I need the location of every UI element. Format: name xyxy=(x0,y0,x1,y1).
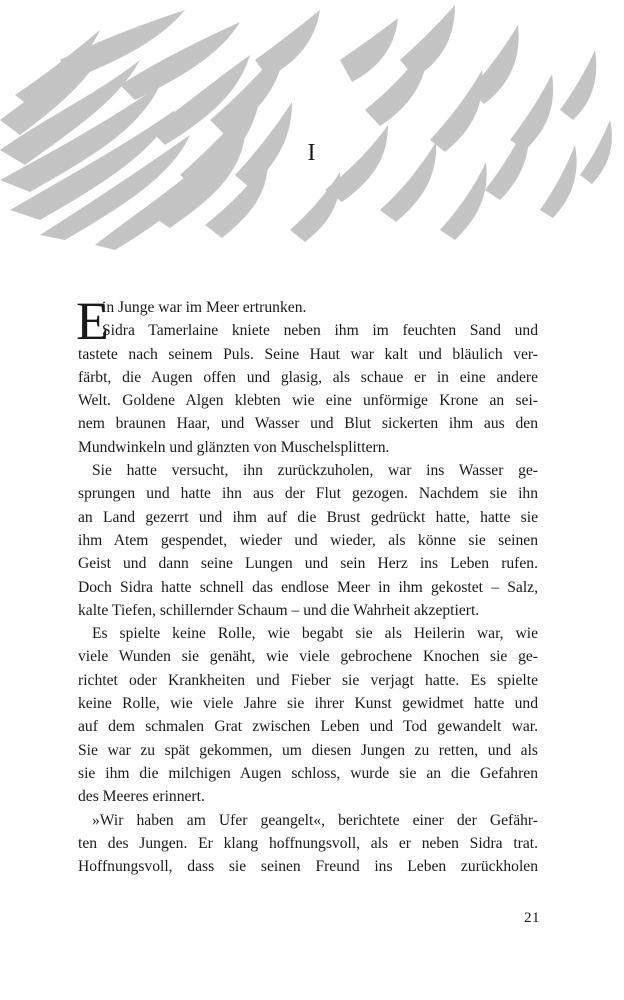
text-line: an Land gezerrt und ihm auf die Brust gedrückt hatte, hatte sie xyxy=(78,508,538,526)
body-text xyxy=(76,291,538,878)
flame-ornament xyxy=(0,0,624,270)
drop-cap: E xyxy=(76,291,109,351)
chapter-number: I xyxy=(307,140,317,166)
text-line: Sidra Tamerlaine kniete neben ihm im feuchten Sand und xyxy=(102,322,538,340)
text-line: Mundwinkeln und glänzten von Muschelsplittern. xyxy=(78,438,390,456)
text-line: Doch Sidra hatte schnell das endlose Meer in ihm gekostet – Salz, xyxy=(78,578,538,596)
text-line: tastete nach seinem Puls. Seine Haut war kalt und bläulich ver- xyxy=(78,345,538,363)
text-line: kalte Tiefen, schillernder Schaum – und die Wahrheit akzeptiert. xyxy=(78,601,480,619)
text-line: richtet oder Krankheiten und Fieber sie verjagt hatte. Es spielte xyxy=(78,671,538,689)
text-line: »Wir haben am Ufer geangelt«, berichtete einer der Gefähr- xyxy=(92,811,538,829)
text-line: Welt. Goldene Algen klebten wie eine unförmige Krone an sei- xyxy=(78,392,538,410)
text-line: Sie hatte versucht, ihn zurückzuholen, war ins Wasser ge- xyxy=(92,462,538,480)
text-line: Es spielte keine Rolle, wie begabt sie als Heilerin war, wie xyxy=(92,625,538,643)
text-line: nem braunen Haar, und Wasser und Blut sickerten ihm aus den xyxy=(78,415,538,433)
text-line: sprungen und hatte ihn aus der Flut gezogen. Nachdem sie ihn xyxy=(78,485,538,503)
text-line: in Junge war im Meer ertrunken. xyxy=(102,299,307,316)
text-line: Sie war zu spät gekommen, um diesen Jungen zu retten, und als xyxy=(78,741,538,759)
text-line: Hoffnungsvoll, dass sie seinen Freund ins Leben zurückholen xyxy=(78,858,538,876)
text-line: des Meeres erinnert. xyxy=(78,788,205,806)
text-line: sie ihm die milchigen Augen schloss, wurde sie an die Gefahren xyxy=(78,764,538,782)
text-line: Geist und dann seine Lungen und sein Herz ins Leben rufen. xyxy=(78,555,538,573)
text-line: ihm Atem gespendet, wieder und wieder, als könne sie seinen xyxy=(78,531,538,549)
text-line: keine Rolle, wie viele Jahre sie ihrer Kunst gewidmet hatte und xyxy=(78,695,538,713)
page-number: 21 xyxy=(524,910,540,926)
text-line: ten des Jungen. Er klang hoffnungsvoll, als er neben Sidra trat. xyxy=(78,834,538,852)
text-line: färbt, die Augen offen und glasig, als schaue er in eine andere xyxy=(78,368,538,386)
text-line: viele Wunden sie genäht, wie viele gebrochene Knochen sie ge- xyxy=(78,648,538,666)
text-line: auf dem schmalen Grat zwischen Leben und Tod gewandelt war. xyxy=(78,718,538,736)
